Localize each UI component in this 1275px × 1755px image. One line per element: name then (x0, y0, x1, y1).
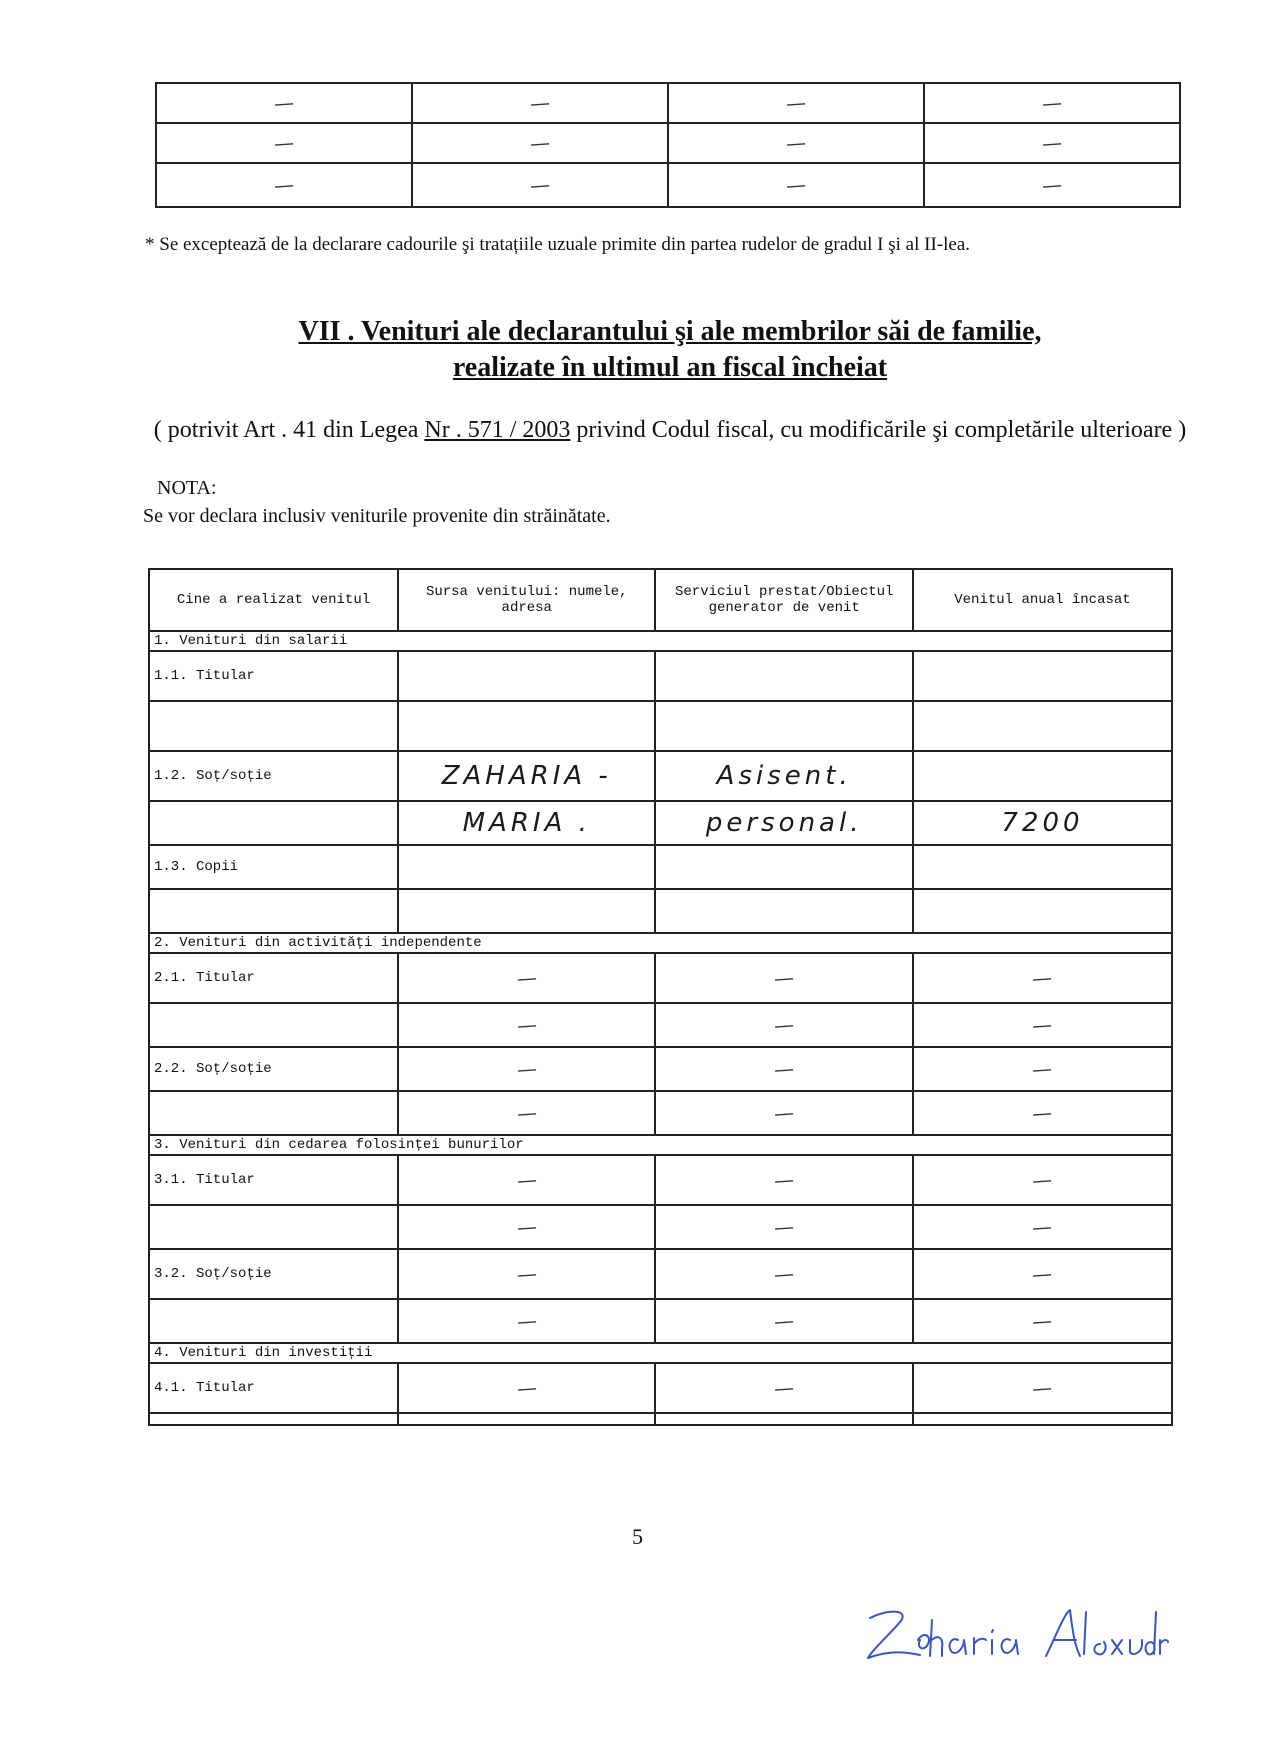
row-label: 1.2. Soț/soție (149, 751, 398, 801)
nota-label: NOTA: (157, 477, 217, 499)
dash-mark: — (1031, 1100, 1054, 1126)
section-label: 1. Venituri din salarii (149, 631, 1172, 651)
income-table (148, 568, 1173, 1426)
page-number: 5 (632, 1524, 643, 1549)
header-cine: Cine a realizat venitul (149, 569, 398, 631)
section-label: 2. Venituri din activități independente (149, 933, 1172, 953)
table-row (149, 701, 1172, 751)
dash-mark: — (515, 1214, 538, 1240)
table-row (149, 953, 1172, 1003)
row-label: 2.1. Titular (149, 953, 398, 1003)
row-label: 3.1. Titular (149, 1155, 398, 1205)
dash-mark: — (773, 1167, 796, 1193)
dash-mark: — (515, 1375, 538, 1401)
dash-mark: — (529, 172, 551, 198)
dash-mark: — (773, 965, 796, 991)
header-venitul: Venitul anual încasat (913, 569, 1172, 631)
header-sursa: Sursa venitului: numele, adresa (398, 569, 655, 631)
handwritten-service: Asisent. (716, 761, 852, 791)
table-row (149, 651, 1172, 701)
row-label: 1.3. Copii (149, 845, 398, 889)
dash-mark: — (1031, 1214, 1054, 1240)
dash-mark: — (515, 1261, 538, 1287)
dash-mark: — (515, 1056, 538, 1082)
legal-pre: ( potrivit Art . 41 din Legea (153, 417, 425, 443)
table-row (149, 1363, 1172, 1413)
dash-mark: — (1041, 172, 1063, 198)
handwritten-service: personal. (705, 808, 863, 838)
header-serviciul: Serviciul prestat/Obiectul generator de venit (655, 569, 912, 631)
section-label: 4. Venituri din investiții (149, 1343, 1172, 1363)
dash-mark: — (773, 1261, 796, 1287)
legal-post: privind Codul fiscal, cu modificările şi completările ulterioare ) (570, 417, 1187, 443)
dash-mark: — (515, 1012, 538, 1038)
dash-mark: — (1031, 1308, 1054, 1334)
table-row (149, 889, 1172, 933)
dash-mark: — (1041, 90, 1063, 116)
row-label: 2.2. Soț/soție (149, 1047, 398, 1091)
table-row (149, 1299, 1172, 1343)
table-row (149, 1155, 1172, 1205)
dash-mark: — (515, 965, 538, 991)
table-row (149, 801, 1172, 845)
section-row (149, 631, 1172, 651)
dash-mark: — (773, 1056, 796, 1082)
dash-mark: — (273, 130, 295, 156)
nota-text: Se vor declara inclusiv veniturile provenite din străinătate. (143, 505, 611, 527)
dash-mark: — (1031, 1012, 1054, 1038)
dash-mark: — (273, 90, 295, 116)
legal-reference (150, 414, 1190, 446)
signature-image (860, 1600, 1170, 1670)
dash-mark: — (1031, 1375, 1054, 1401)
section-row (149, 933, 1172, 953)
section-title-line1: VII . Venituri ale declarantului şi ale membrilor săi de familie, (298, 316, 1042, 347)
dash-mark: — (529, 90, 551, 116)
dash-mark: — (1031, 1261, 1054, 1287)
section-title (150, 314, 1190, 386)
law-number: Nr . 571 / 2003 (424, 417, 571, 443)
table-row (156, 123, 1180, 163)
handwritten-source: MARIA . (462, 808, 591, 838)
section-row (149, 1135, 1172, 1155)
dash-mark: — (1031, 1167, 1054, 1193)
table-row (149, 751, 1172, 801)
dash-mark: — (515, 1167, 538, 1193)
section-row (149, 1343, 1172, 1363)
dash-mark: — (1031, 965, 1054, 991)
table-header-row (149, 569, 1172, 631)
top-table (155, 82, 1181, 208)
table-row (156, 163, 1180, 207)
table-row (149, 1249, 1172, 1299)
dash-mark: — (773, 1214, 796, 1240)
dash-mark: — (785, 130, 807, 156)
dash-mark: — (773, 1100, 796, 1126)
table-row (149, 1047, 1172, 1091)
dash-mark: — (273, 172, 295, 198)
table-row (149, 845, 1172, 889)
dash-mark: — (773, 1375, 796, 1401)
dash-mark: — (529, 130, 551, 156)
dash-mark: — (785, 172, 807, 198)
dash-mark: — (1031, 1056, 1054, 1082)
dash-mark: — (773, 1012, 796, 1038)
dash-mark: — (515, 1308, 538, 1334)
dash-mark: — (515, 1100, 538, 1126)
table-row (149, 1205, 1172, 1249)
handwritten-amount: 7200 (1001, 808, 1084, 838)
footnote: * Se exceptează de la declarare cadourile şi tratațiile uzuale primite din partea rudelor de gradul I şi al II-lea. (145, 234, 971, 255)
section-label: 3. Venituri din cedarea folosinței bunurilor (149, 1135, 1172, 1155)
table-row (149, 1091, 1172, 1135)
handwritten-source: ZAHARIA - (441, 761, 612, 791)
row-label: 4.1. Titular (149, 1363, 398, 1413)
dash-mark: — (785, 90, 807, 116)
dash-mark: — (773, 1308, 796, 1334)
table-row (156, 83, 1180, 123)
dash-mark: — (1041, 130, 1063, 156)
table-row (149, 1003, 1172, 1047)
table-row (149, 1413, 1172, 1425)
row-label: 3.2. Soț/soție (149, 1249, 398, 1299)
row-label: 1.1. Titular (149, 651, 398, 701)
section-title-line2: realizate în ultimul an fiscal încheiat (452, 352, 888, 383)
